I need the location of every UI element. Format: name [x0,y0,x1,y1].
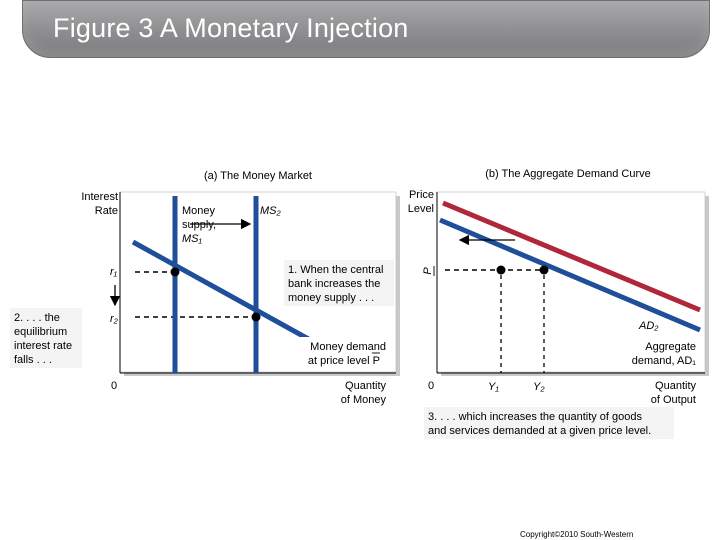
panel-a-origin: 0 [110,380,118,392]
ad1-price-point [497,266,506,275]
note2-line-4: falls . . . [14,354,52,366]
panel-b-x-label-1: Quantity [655,380,696,392]
note2-line-2: equilibrium [14,326,68,338]
y2-label: Y₂ [533,381,545,393]
panel-b-y-label-2: Level [407,203,434,215]
slide-title: Figure 3 A Monetary Injection [53,13,409,43]
note2-line-3: interest rate [14,340,73,352]
note1-line-1: 1. When the central [288,264,384,276]
ms1-label-2: supply, [182,219,217,231]
ad1-label-1: Aggregate [645,341,696,353]
ms2-label: MS₂ [260,205,281,217]
md-label-2: at price level P [307,355,380,367]
panel-b-y-label-1: Price [408,189,434,201]
panel-a-x-label-2: of Money [340,394,386,406]
r1-label: r₁ [110,266,118,278]
panel-b-caption: (b) The Aggregate Demand Curve [485,168,651,180]
ad2-price-point [540,266,549,275]
panel-a-y-label-1: Interest [81,191,118,203]
copyright-notice: Copyright©2010 South-Western [520,530,634,539]
r2-label: r₂ [110,313,118,325]
note2-line-1: 2. . . . the [14,312,60,324]
note3-line-2: and services demanded at a given price level. [428,425,652,437]
panel-b-x-label-2: of Output [650,394,696,406]
note3-line-1: 3. . . . which increases the quantity of goods [428,411,643,423]
ad1-label-2: demand, AD₁ [631,355,696,367]
panel-a-x-label-1: Quantity [345,380,386,392]
y1-label: Y₁ [488,381,499,393]
equilibrium-point-2 [252,313,261,322]
note1-line-3: money supply . . . [288,292,375,304]
ms1-label-3: MS₁ [182,233,202,245]
md-label-1: Money demand [310,341,386,353]
note1-line-2: bank increases the [288,278,381,290]
p-label: P [422,267,434,275]
ad2-label: AD₂ [639,320,659,332]
ms1-label-1: Money [182,205,216,217]
equilibrium-point-1 [171,268,180,277]
panel-a-y-label-2: Rate [94,205,118,217]
panel-b-origin: 0 [427,380,435,392]
panel-a-caption: (a) The Money Market [203,170,313,182]
